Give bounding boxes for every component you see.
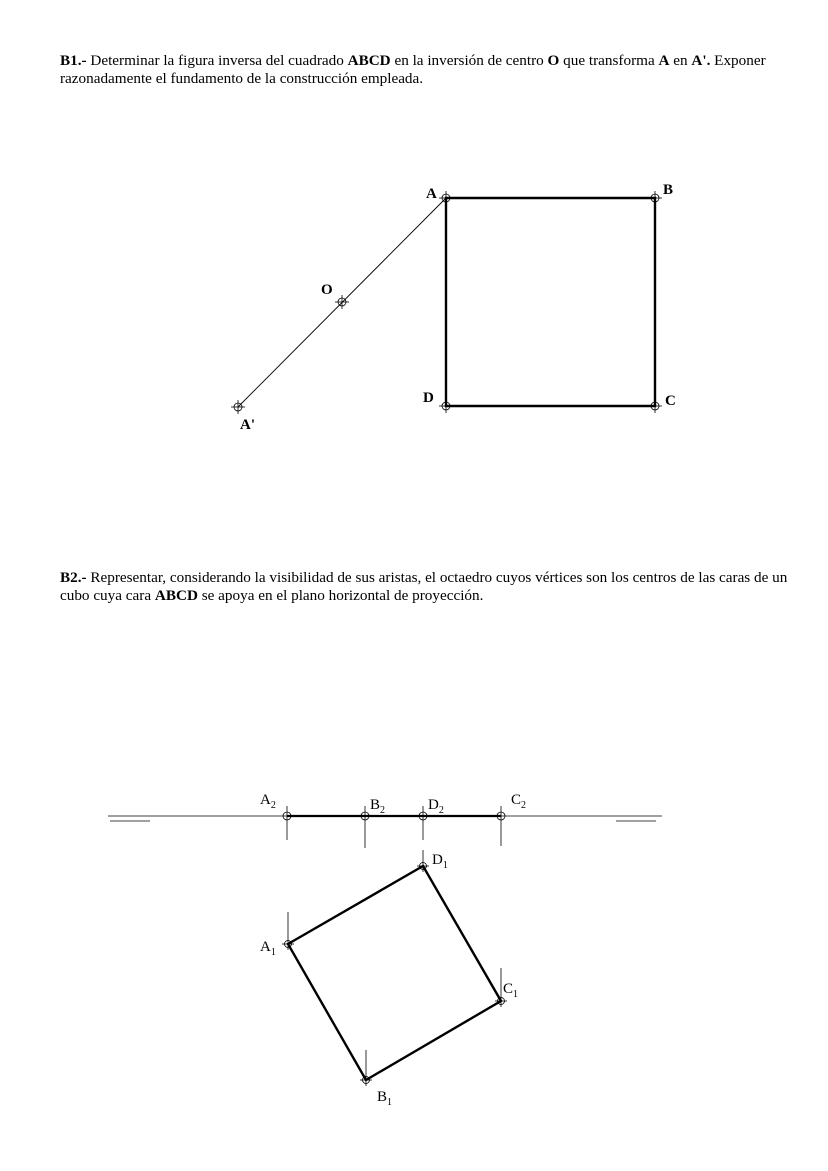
label-d: D (423, 390, 434, 406)
problem-b2-part: Representar, considerando la visibilidad de sus aristas, el octaedro cuyos vértices son los centros de las caras de un cubo cuya cara (60, 569, 788, 604)
top-view-square (288, 866, 501, 1080)
problem-b1-part: ABCD (347, 52, 391, 69)
label-b2: $B_2$ (370, 797, 386, 816)
label-a: A (426, 186, 437, 202)
problem-b1-part: Exponer razonadamente el fundamento de la construcción empleada. (60, 52, 766, 87)
problem-b1-part: Determinar la figura inversa del cuadrado (86, 52, 348, 69)
label-c: C (665, 393, 676, 409)
square-abcd (446, 198, 655, 406)
point-marker-c (648, 399, 662, 413)
figure-b2 (108, 792, 662, 1108)
label-aprime: A' (240, 417, 255, 433)
figure-b1 (231, 182, 676, 433)
label-a1: $A_1$ (260, 939, 276, 958)
label-b1: $B_1$ (377, 1089, 393, 1108)
problem-b1-part: que transforma (559, 52, 659, 69)
problem-b2-part: se apoya en el plano horizontal de proyección. (197, 587, 484, 604)
label-o: O (321, 282, 333, 298)
label-d2: $D_2$ (428, 797, 444, 816)
point-marker-b (648, 191, 662, 205)
point-marker-d (439, 399, 453, 413)
problem-b1-part: A (658, 52, 670, 69)
problem-b1-part: en (669, 52, 692, 69)
label-d1: $D_1$ (432, 852, 448, 871)
problem-b1-part: O (547, 52, 560, 69)
problem-b2-id: B2.- (60, 569, 87, 586)
label-a2: $A_2$ (260, 792, 276, 811)
problem-b1-part: A'. (691, 52, 711, 69)
problem-b1-id: B1.- (60, 52, 87, 69)
label-c1: $C_1$ (503, 981, 519, 1000)
label-c2: $C_2$ (511, 792, 527, 811)
label-b: B (663, 182, 674, 198)
problem-b2-part: ABCD (154, 587, 198, 604)
problem-b1-part: en la inversión de centro (390, 52, 548, 69)
